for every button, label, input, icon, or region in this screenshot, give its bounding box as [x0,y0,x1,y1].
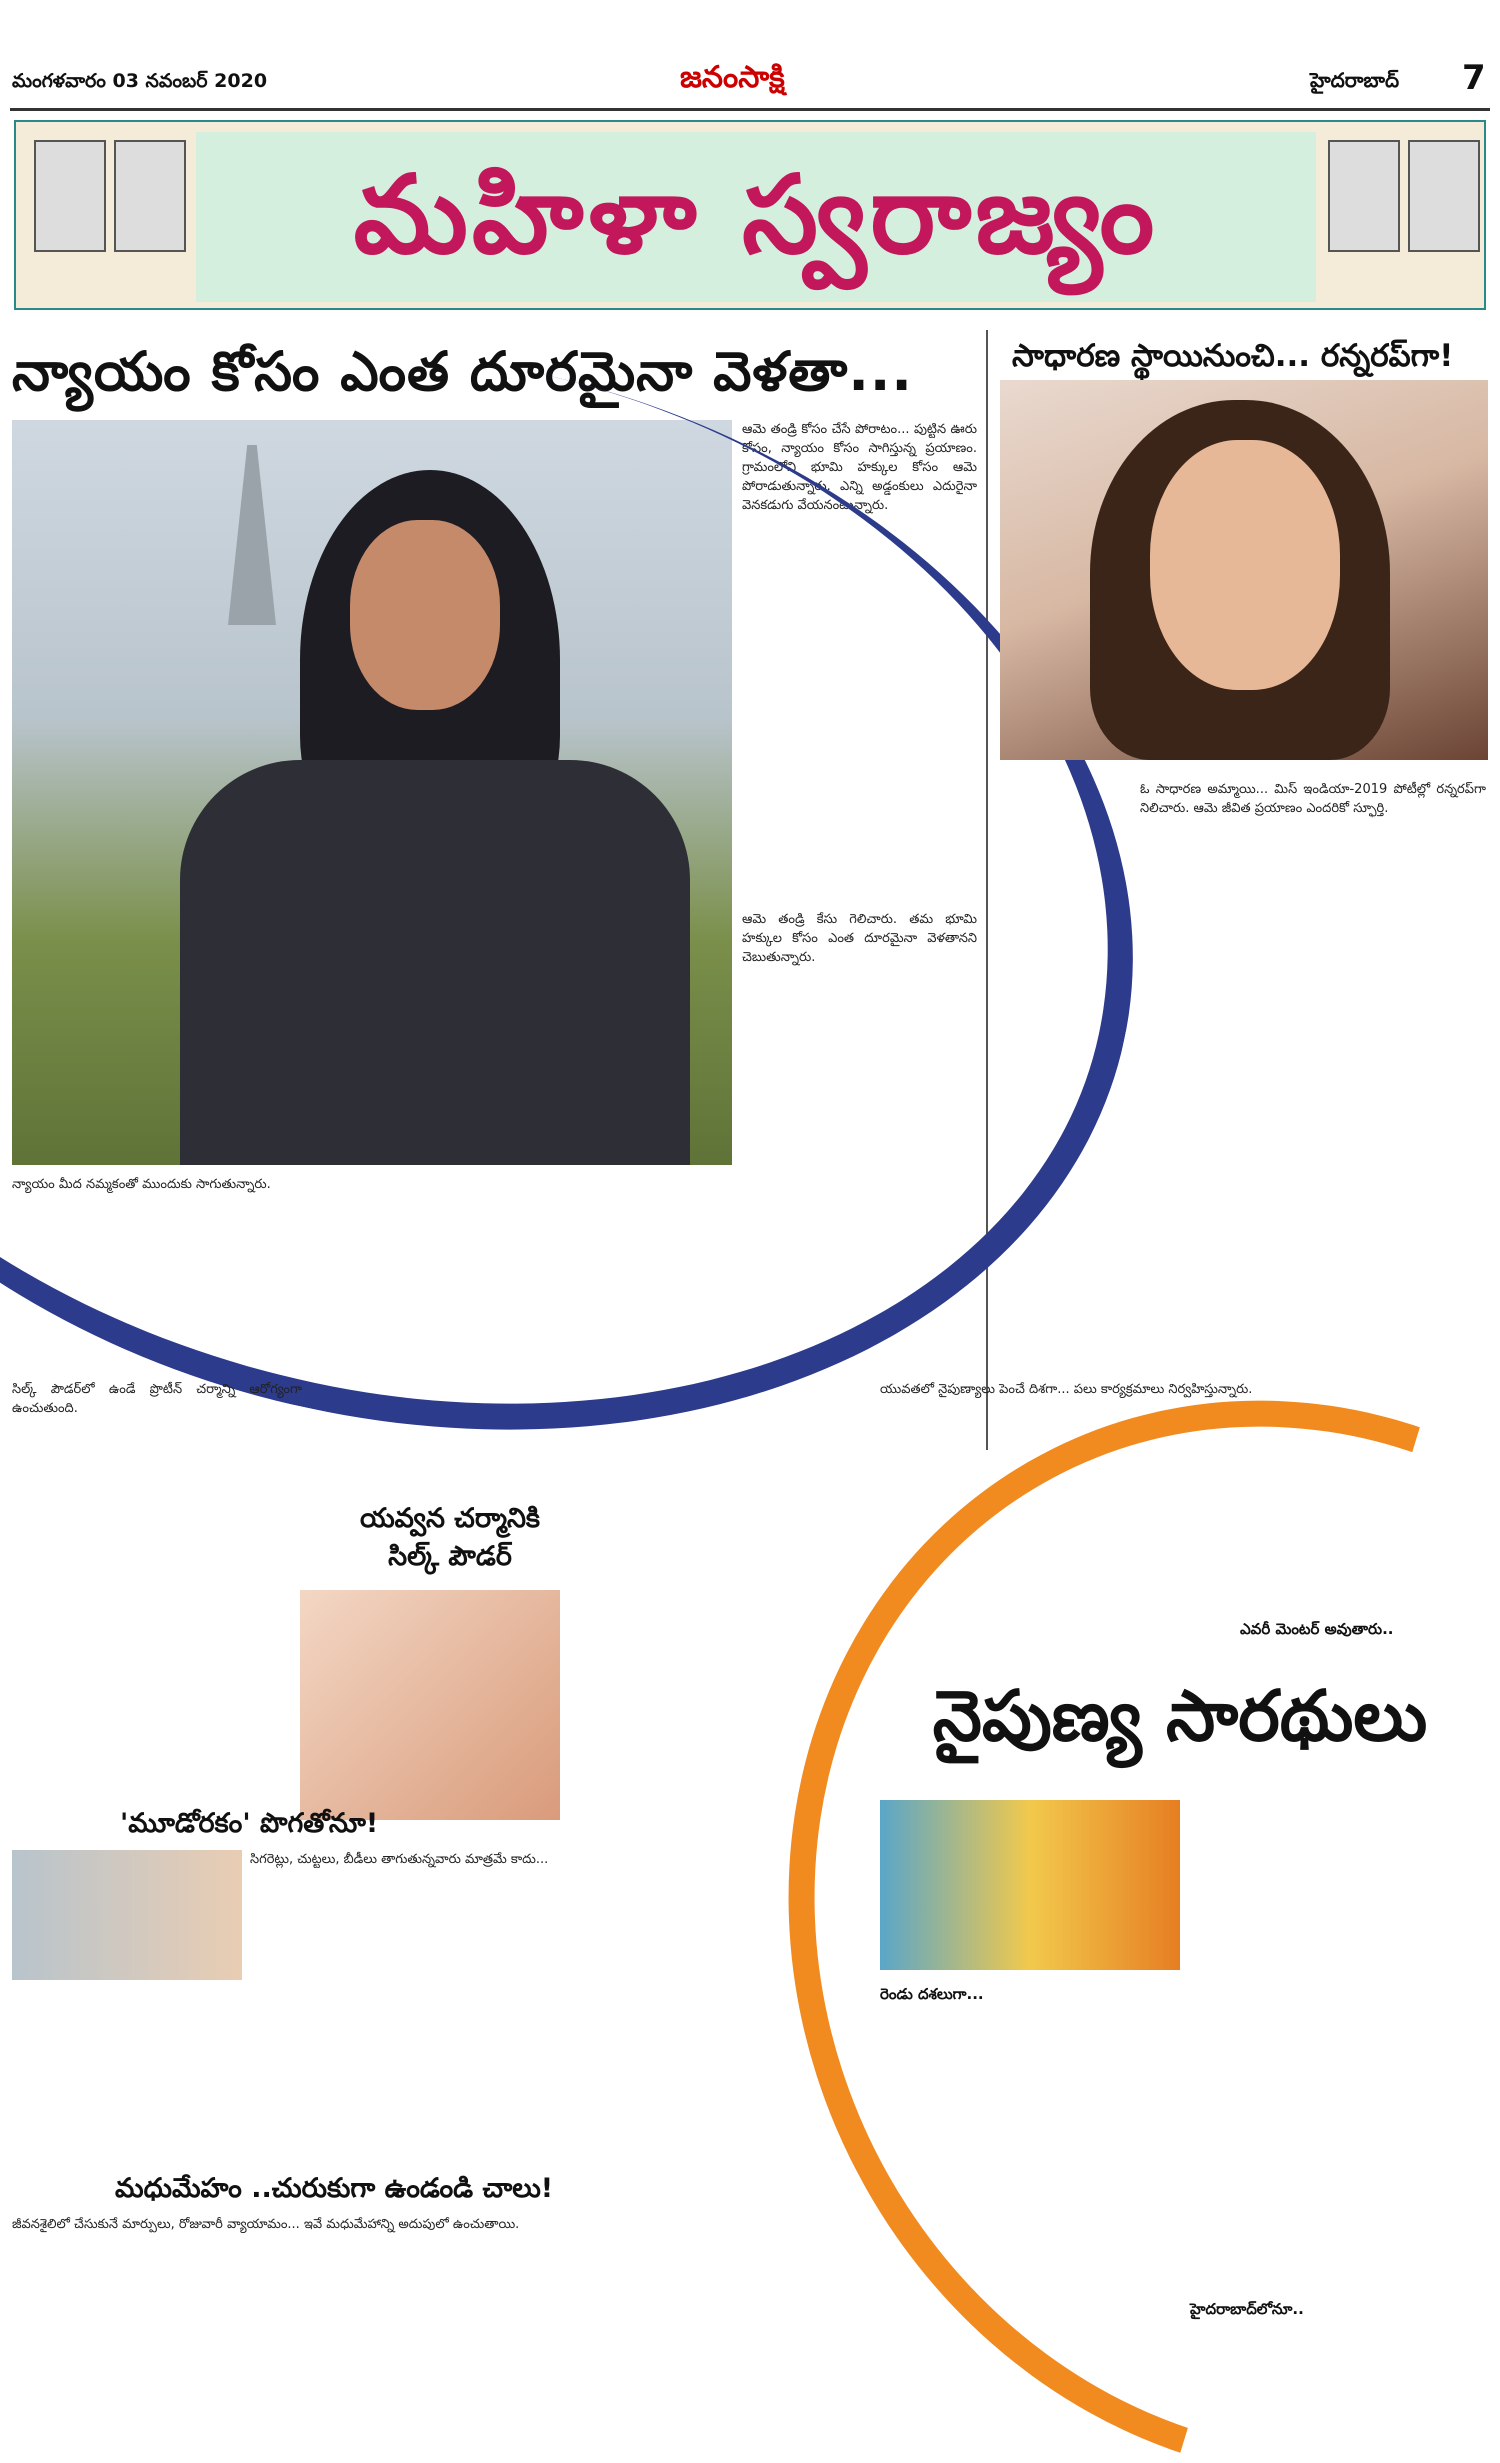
skills-article-photo [880,1800,1180,1970]
side-article-title: సాధారణ స్థాయినుంచి... రన్నరప్‌గా! [1012,338,1454,374]
youth-article-body: సిల్క్ పౌడర్‌లో ఉండే ప్రొటీన్ చర్మాన్ని ఆరోగ్యంగా ఉంచుతుంది. [12,1382,302,1416]
side-article-body: ఓ సాధారణ అమ్మాయి... మిస్ ఇండియా-2019 పోటీల్లో రన్నరప్‌గా నిలిచారు. ఆమె జీవిత ప్రయాణం ఎందరికో స్ఫూర్తి. [1140,782,1486,816]
photo-model-face [1150,440,1340,690]
smoke-article-title: 'మూడోరకం' పొగతోనూ! [120,1808,379,1839]
edition-city: హైదరాబాద్ [1310,68,1400,92]
skills-subhead-2: ఎవరీ మెంటర్ అవుతారు.. [1240,1620,1394,1638]
header-divider [10,108,1490,111]
column-divider [986,330,988,1450]
youth-article-photo [300,1590,560,1820]
main-article-column-3: న్యాయం మీద నమ్మకంతో ముందుకు సాగుతున్నారు. [12,1177,271,1192]
portrait-1 [34,140,106,252]
portrait-2 [114,140,186,252]
issue-date: మంగళవారం 03 నవంబర్ 2020 [12,70,268,92]
diabetes-article-title: మధుమేహం ..చురుకుగా ఉండండి చాలు! [115,2173,554,2204]
page-number: 7 [1462,58,1486,98]
page-header [0,0,1500,118]
skills-subhead-1: రెండు దశలుగా... [880,1985,984,2003]
smoke-article-photo [12,1850,242,1980]
skills-article-intro: యువతలో నైపుణ్యాలు పెంచే దిశగా... పలు కార్యక్రమాలు నిర్వహిస్తున్నారు. [880,1382,1253,1397]
section-banner [14,120,1486,310]
skills-subhead-3: హైదరాబాద్‌లోనూ.. [1190,2300,1304,2318]
diabetes-article-body: జీవనశైలిలో చేసుకునే మార్పులు, రోజువారీ వ్యాయామం... ఇవే మధుమేహాన్ని అదుపులో ఉంచుతాయి. [12,2217,520,2232]
skills-article-title: నైపుణ్య సారథులు [932,1675,1428,1757]
main-headline: న్యాయం కోసం ఎంత దూరమైనా వెళతా... [12,340,913,403]
photo-person-face [350,520,500,710]
banner-title: మహిళా స్వరాజ్యం [353,152,1159,278]
main-article-column-1: ఆమె తండ్రి కోసం చేసే పోరాటం... పుట్టిన ఊరు కోసం, న్యాయం కోసం సాగిస్తున్న ప్రయాణం. గ్రామంలోని భూమి హక్కుల కోసం ఆమె పోరాడుతున్నారు. ఎన్ని అడ్డంకులు ఎదురైనా వెనకడుగు వేయనంటున్నారు. [742,422,977,513]
newspaper-logo: జనంసాక్షి [680,60,785,95]
portrait-3 [1328,140,1400,252]
youth-article-title: యవ్వన చర్మానికి సిల్క్ పౌడర్ [359,1503,541,1572]
smoke-article-body: సిగరెట్లు, చుట్టలు, బీడీలు తాగుతున్నవారు మాత్రమే కాదు... [250,1852,549,1867]
photo-person-coat [180,760,690,1165]
main-article-column-2: ఆమె తండ్రి కేసు గెలిచారు. తమ భూమి హక్కుల కోసం ఎంత దూరమైనా వెళతానని చెబుతున్నారు. [742,912,977,965]
portrait-4 [1408,140,1480,252]
